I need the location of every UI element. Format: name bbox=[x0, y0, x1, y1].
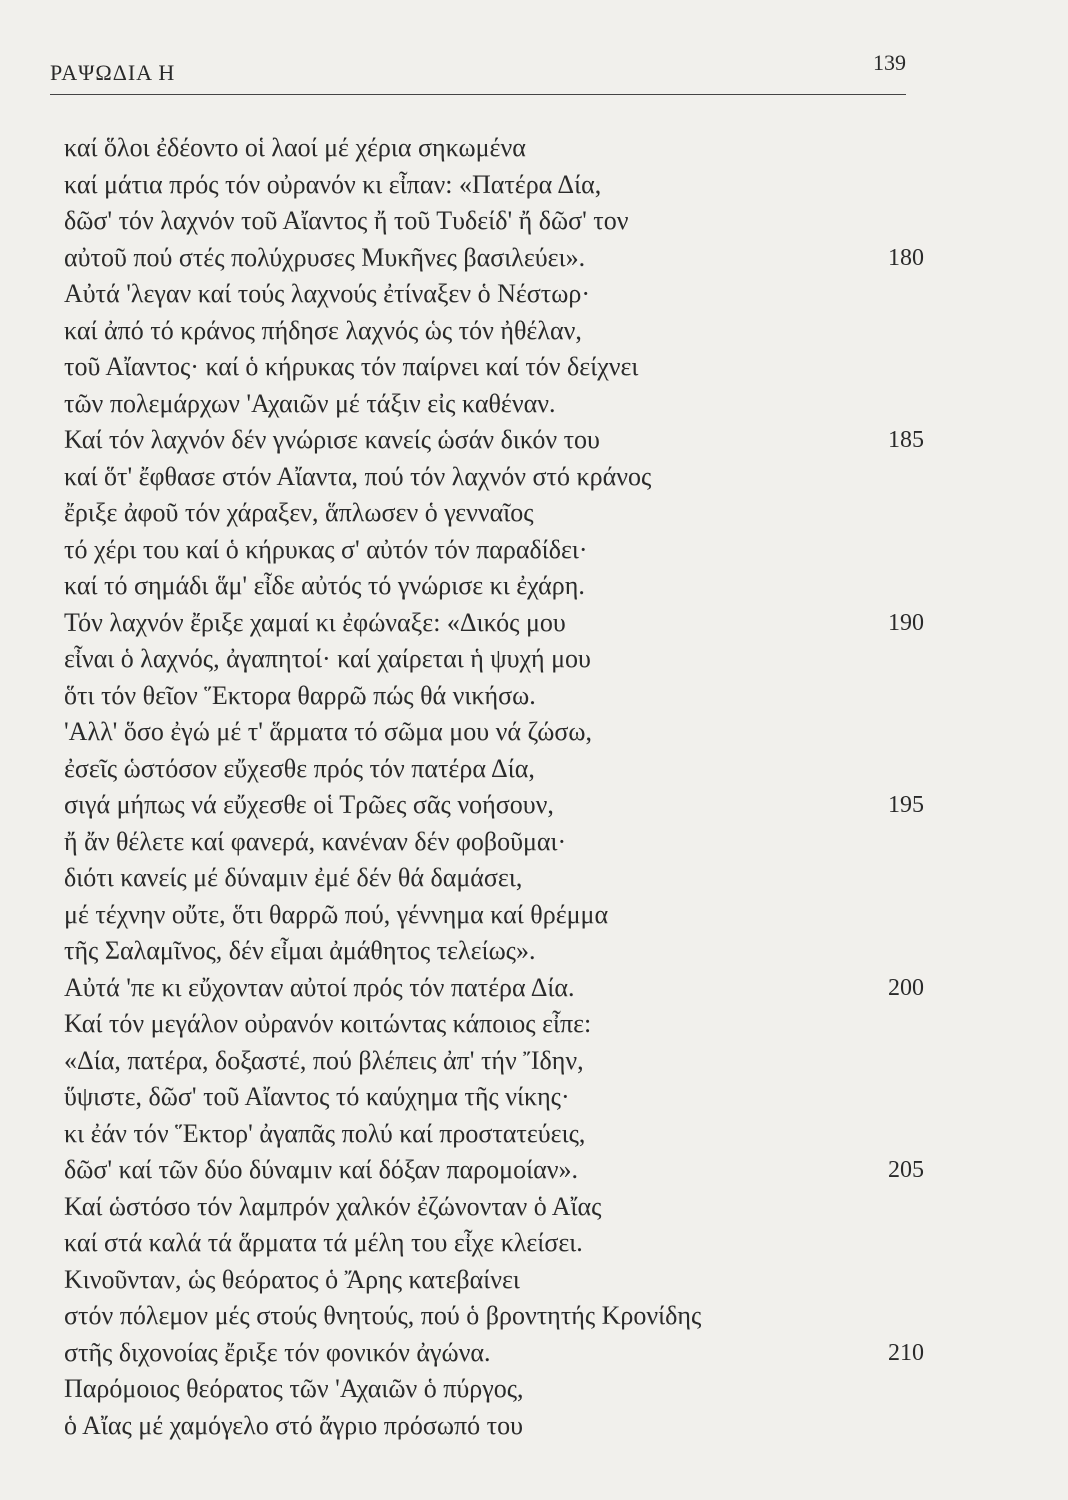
verse-text: τῶν πολεμάρχων 'Αχαιῶν μέ τάξιν εἰς καθέναν. bbox=[64, 388, 556, 418]
line-number: 195 bbox=[888, 792, 924, 818]
verse-text: διότι κανείς μέ δύναμιν ἐμέ δέν θά δαμάσει, bbox=[64, 863, 523, 892]
verse-line bbox=[64, 1371, 924, 1408]
verse-line bbox=[64, 678, 924, 715]
line-number: 205 bbox=[888, 1157, 924, 1183]
verse-line bbox=[64, 1043, 924, 1080]
verse-line bbox=[64, 1298, 924, 1335]
verse-line bbox=[64, 167, 924, 204]
verse-line bbox=[64, 422, 924, 459]
verse-line bbox=[64, 751, 924, 788]
verse-line bbox=[64, 787, 924, 824]
verse-line bbox=[64, 897, 924, 934]
verse-text: ἐσεῖς ὡστόσον εὔχεσθε πρός τόν πατέρα Δία, bbox=[64, 753, 535, 783]
verse-line bbox=[64, 860, 924, 897]
verse-text: Παρόμοιος θεόρατος τῶν 'Αχαιῶν ὁ πύργος, bbox=[64, 1374, 524, 1403]
verse-line bbox=[64, 641, 924, 678]
verse-text: μέ τέχνην οὔτε, ὅτι θαρρῶ πού, γέννημα καί θρέμμα bbox=[64, 899, 609, 929]
header-rule bbox=[50, 94, 906, 95]
verse-text: τό χέρι του καί ὁ κήρυκας σ' αὐτόν τόν παραδίδει· bbox=[64, 534, 588, 564]
verse-line bbox=[64, 1189, 924, 1226]
verse-text: δῶσ' καί τῶν δύο δύναμιν καί δόξαν παρομοίαν». bbox=[64, 1155, 578, 1184]
verse-line bbox=[64, 1335, 924, 1372]
verse-text: Κινοῦνταν, ὡς θεόρατος ὁ Ἄρης κατεβαίνει bbox=[64, 1264, 520, 1294]
verse-text: Αὐτά 'πε κι εὔχονταν αὐτοί πρός τόν πατέρα Δία. bbox=[64, 972, 575, 1002]
verse-line bbox=[64, 1152, 924, 1189]
verse-line bbox=[64, 459, 924, 496]
verse-line bbox=[64, 824, 924, 861]
verse-line bbox=[64, 1262, 924, 1299]
verse-text: Αὐτά 'λεγαν καί τούς λαχνούς ἐτίναξεν ὁ Νέστωρ· bbox=[64, 279, 591, 308]
verse-text: ὕψιστε, δῶσ' τοῦ Αἴαντος τό καύχημα τῆς νίκης· bbox=[64, 1082, 570, 1111]
verse-text: ὅτι τόν θεῖον Ἕκτορα θαρρῶ πώς θά νικήσω. bbox=[64, 680, 536, 710]
verse-line bbox=[64, 130, 924, 167]
verse-line bbox=[64, 495, 924, 532]
verse-text: αὐτοῦ πού στές πολύχρυσες Μυκῆνες βασιλεύει». bbox=[64, 242, 586, 272]
line-number: 200 bbox=[888, 974, 924, 1001]
verse-line bbox=[64, 313, 924, 350]
verse-text: ἔριξε ἀφοῦ τόν χάραξεν, ἅπλωσεν ὁ γενναῖος bbox=[64, 498, 534, 527]
verse-line bbox=[64, 203, 924, 240]
verse-line bbox=[64, 714, 924, 751]
verse-text: κι ἐάν τόν Ἕκτορ' ἀγαπᾶς πολύ καί προστατεύεις, bbox=[64, 1118, 586, 1148]
verse-text: Τόν λαχνόν ἔριξε χαμαί κι ἐφώναξε: «Δικός μου bbox=[64, 607, 566, 637]
verse-text: δῶσ' τόν λαχνόν τοῦ Αἴαντος ἤ τοῦ Τυδείδ' ἤ δῶσ' τον bbox=[64, 206, 629, 235]
verse-text: «Δία, πατέρα, δοξαστέ, πού βλέπεις ἀπ' τήν Ἴδην, bbox=[64, 1045, 584, 1075]
page-number: 139 bbox=[873, 50, 906, 75]
verse-text: Καί τόν λαχνόν δέν γνώρισε κανείς ὡσάν δικόν του bbox=[64, 425, 600, 454]
verse-line bbox=[64, 933, 924, 970]
verse-text: τῆς Σαλαμῖνος, δέν εἶμαι ἀμάθητος τελείως». bbox=[64, 936, 536, 965]
verse-text: ὁ Αἴας μέ χαμόγελο στό ἄγριο πρόσωπό του bbox=[64, 1410, 523, 1440]
verse-line bbox=[64, 349, 924, 386]
verse-text: καί τό σημάδι ἅμ' εἶδε αὐτός τό γνώρισε κι ἐχάρη. bbox=[64, 571, 585, 600]
verse-text: καί ἀπό τό κράνος πήδησε λαχνός ὡς τόν ἠθέλαν, bbox=[64, 315, 582, 345]
verse-text: στόν πόλεμον μές στούς θνητούς, πού ὁ βροντητής Κρονίδης bbox=[64, 1301, 702, 1330]
verse-line bbox=[64, 276, 924, 313]
verse-text: σιγά μήπως νά εὔχεσθε οἱ Τρῶες σᾶς νοήσουν, bbox=[64, 790, 554, 819]
running-title: ΡΑΨΩΔΙΑ Η bbox=[50, 60, 176, 85]
verse-text: εἶναι ὁ λαχνός, ἀγαπητοί· καί χαίρεται ἡ ψυχή μου bbox=[64, 644, 591, 673]
verse-line bbox=[64, 1408, 924, 1445]
verse-line bbox=[64, 532, 924, 569]
verse-text: 'Αλλ' ὅσο ἐγώ μέ τ' ἅρματα τό σῶμα μου νά ζώσω, bbox=[64, 717, 593, 746]
poem-text bbox=[64, 130, 924, 1444]
verse-text: ἤ ἄν θέλετε καί φανερά, κανέναν δέν φοβοῦμαι· bbox=[64, 826, 567, 856]
verse-line bbox=[64, 1116, 924, 1153]
verse-text: καί ὅλοι ἐδέοντο οἱ λαοί μέ χέρια σηκωμένα bbox=[64, 133, 526, 162]
verse-line bbox=[64, 1006, 924, 1043]
verse-line bbox=[64, 605, 924, 642]
line-number: 210 bbox=[888, 1339, 924, 1366]
verse-line bbox=[64, 240, 924, 277]
line-number: 185 bbox=[888, 427, 924, 453]
verse-line bbox=[64, 568, 924, 605]
verse-line bbox=[64, 970, 924, 1007]
verse-text: καί μάτια πρός τόν οὐρανόν κι εἶπαν: «Πατέρα Δία, bbox=[64, 169, 602, 199]
verse-text: τοῦ Αἴαντος· καί ὁ κήρυκας τόν παίρνει καί τόν δείχνει bbox=[64, 352, 639, 381]
verse-text: Καί ὡστόσο τόν λαμπρόν χαλκόν ἐζώνονταν ὁ Αἴας bbox=[64, 1191, 602, 1221]
verse-text: καί ὅτ' ἔφθασε στόν Αἴαντα, πού τόν λαχνόν στό κράνος bbox=[64, 461, 652, 491]
verse-line bbox=[64, 1079, 924, 1116]
verse-text: Καί τόν μεγάλον οὐρανόν κοιτώντας κάποιος εἶπε: bbox=[64, 1009, 592, 1038]
line-number: 180 bbox=[888, 244, 924, 271]
line-number: 190 bbox=[888, 609, 924, 636]
verse-line bbox=[64, 386, 924, 423]
page-header bbox=[50, 50, 906, 90]
verse-text: καί στά καλά τά ἅρματα τά μέλη του εἶχε κλείσει. bbox=[64, 1228, 583, 1257]
verse-line bbox=[64, 1225, 924, 1262]
verse-text: στῆς διχονοίας ἔριξε τόν φονικόν ἀγώνα. bbox=[64, 1337, 491, 1367]
